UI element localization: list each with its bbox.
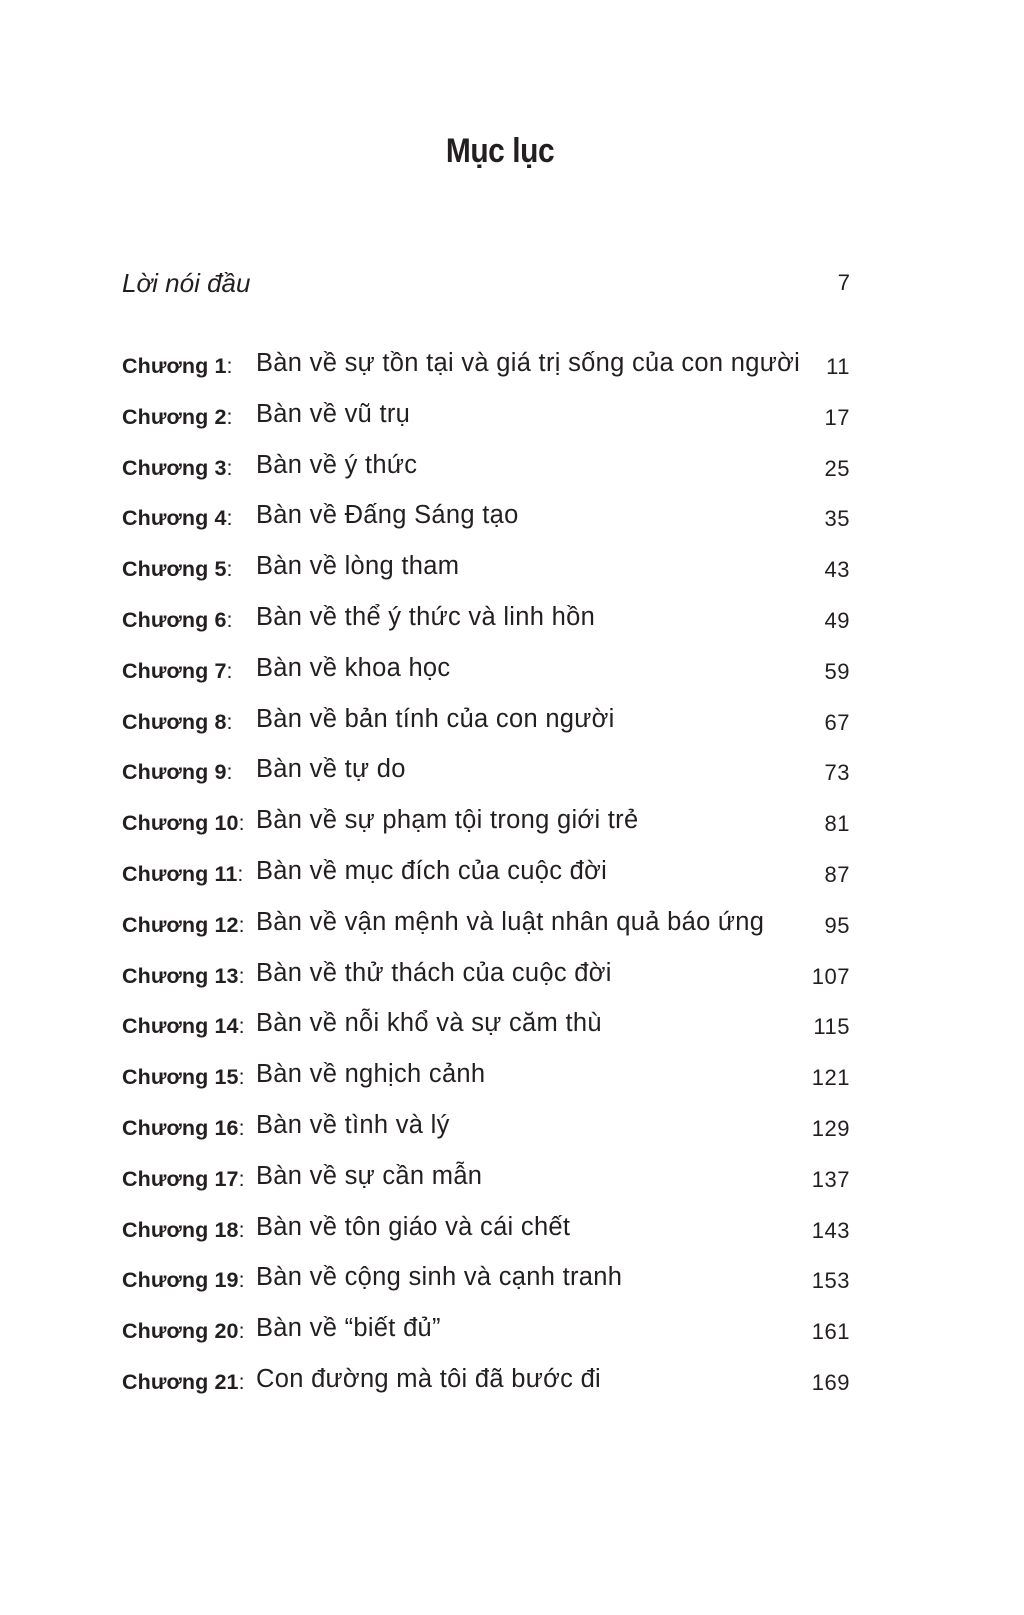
chapter-label bbox=[122, 913, 245, 938]
chapter-page-number: 161 bbox=[811, 1319, 850, 1345]
chapter-number: Chương 5 bbox=[122, 557, 227, 582]
chapter-number: Chương 1 bbox=[122, 354, 227, 378]
chapter-label bbox=[122, 405, 233, 430]
chapter-number: Chương 21 bbox=[122, 1369, 239, 1394]
chapter-label-colon: : bbox=[226, 354, 233, 378]
chapter-page-number: 95 bbox=[824, 912, 850, 938]
toc-entry-chapter[interactable] bbox=[122, 806, 850, 857]
chapter-number: Chương 13 bbox=[122, 963, 239, 988]
chapter-number: Chương 15 bbox=[122, 1065, 239, 1090]
chapter-page-number: 67 bbox=[824, 709, 850, 735]
toc-entry-chapter[interactable] bbox=[122, 349, 850, 400]
chapter-label-colon: : bbox=[226, 404, 233, 429]
chapter-number: Chương 17 bbox=[122, 1166, 239, 1191]
chapter-title: Bàn về nghịch cảnh bbox=[256, 1060, 486, 1089]
chapter-title: Bàn về lòng tham bbox=[256, 552, 460, 581]
chapter-label bbox=[122, 760, 233, 785]
chapter-page-number: 59 bbox=[824, 658, 850, 684]
toc-entry-chapter[interactable] bbox=[122, 1263, 850, 1314]
chapter-label bbox=[122, 557, 233, 582]
chapter-page-number: 153 bbox=[811, 1268, 850, 1294]
chapter-title: Bàn về vận mệnh và luật nhân quả báo ứng bbox=[256, 907, 765, 936]
chapter-label-colon: : bbox=[226, 760, 233, 785]
chapter-label bbox=[122, 862, 243, 887]
chapter-page-number: 43 bbox=[824, 557, 850, 583]
chapter-number: Chương 16 bbox=[122, 1115, 239, 1140]
toc-entry-chapter[interactable] bbox=[122, 755, 850, 806]
chapter-number: Chương 14 bbox=[122, 1014, 239, 1039]
chapter-label-colon: : bbox=[237, 861, 244, 886]
chapter-label bbox=[122, 964, 245, 989]
chapter-number: Chương 12 bbox=[122, 912, 239, 937]
chapter-label-colon: : bbox=[238, 912, 245, 937]
chapter-label bbox=[122, 1370, 245, 1395]
chapter-page-number: 169 bbox=[811, 1369, 850, 1395]
chapter-title: Bàn về nỗi khổ và sự căm thù bbox=[256, 1009, 602, 1038]
chapter-label bbox=[122, 506, 233, 531]
chapter-number: Chương 3 bbox=[122, 455, 227, 480]
chapter-number: Chương 10 bbox=[122, 811, 239, 836]
chapter-label-colon: : bbox=[238, 1217, 245, 1242]
chapter-page-number: 87 bbox=[824, 861, 850, 887]
preface-title: Lời nói đầu bbox=[122, 268, 251, 298]
chapter-label bbox=[122, 710, 233, 735]
chapter-title: Bàn về khoa học bbox=[256, 653, 451, 682]
chapter-title: Bàn về vũ trụ bbox=[256, 399, 411, 428]
chapter-number: Chương 4 bbox=[122, 506, 227, 531]
chapter-label-colon: : bbox=[238, 1319, 245, 1344]
chapter-title: Bàn về tôn giáo và cái chết bbox=[256, 1212, 571, 1241]
toc-entry-chapter[interactable] bbox=[122, 705, 850, 756]
chapter-page-number: 25 bbox=[824, 455, 850, 481]
chapter-label-colon: : bbox=[226, 506, 233, 531]
chapter-label-colon: : bbox=[226, 709, 233, 734]
chapter-label-colon: : bbox=[226, 658, 233, 683]
toc-entry-chapter[interactable] bbox=[122, 1162, 850, 1213]
toc-entry-chapter[interactable] bbox=[122, 857, 850, 908]
chapter-number: Chương 9 bbox=[122, 760, 227, 785]
chapter-label-colon: : bbox=[238, 1115, 245, 1140]
preface-page-number: 7 bbox=[837, 270, 850, 295]
chapter-label-colon: : bbox=[238, 1268, 245, 1293]
chapter-page-number: 81 bbox=[824, 811, 850, 837]
page-title: Mục lục bbox=[445, 132, 555, 170]
chapter-label-colon: : bbox=[238, 1166, 245, 1191]
chapter-label bbox=[122, 1014, 245, 1039]
toc-entry-chapter[interactable] bbox=[122, 603, 850, 654]
toc-entry-chapter[interactable] bbox=[122, 1314, 850, 1365]
chapter-page-number: 35 bbox=[824, 506, 850, 532]
chapter-title: Bàn về Đấng Sáng tạo bbox=[256, 501, 519, 530]
chapter-page-number: 115 bbox=[813, 1014, 850, 1040]
chapter-title: Bàn về “biết đủ” bbox=[256, 1314, 441, 1343]
chapter-page-number: 121 bbox=[811, 1065, 850, 1091]
chapter-label-colon: : bbox=[226, 557, 233, 582]
chapter-number: Chương 11 bbox=[122, 861, 238, 886]
toc-entry-chapter[interactable] bbox=[122, 654, 850, 705]
chapter-title: Bàn về sự phạm tội trong giới trẻ bbox=[256, 806, 639, 835]
chapter-number: Chương 20 bbox=[122, 1319, 239, 1344]
toc-entry-chapter[interactable] bbox=[122, 451, 850, 502]
toc-entry-chapter[interactable] bbox=[122, 1213, 850, 1264]
chapter-label-colon: : bbox=[238, 1065, 245, 1090]
chapter-number: Chương 7 bbox=[122, 658, 227, 683]
chapter-label bbox=[122, 1218, 245, 1243]
chapter-title: Bàn về sự cần mẫn bbox=[256, 1161, 483, 1190]
chapter-label bbox=[122, 1065, 245, 1090]
toc-entry-chapter[interactable] bbox=[122, 1009, 850, 1060]
chapter-number: Chương 2 bbox=[122, 404, 227, 429]
chapter-title: Con đường mà tôi đã bước đi bbox=[256, 1364, 602, 1393]
toc-entry-chapter[interactable] bbox=[122, 1060, 850, 1111]
toc-entry-chapter[interactable] bbox=[122, 552, 850, 603]
chapter-label bbox=[122, 1268, 245, 1293]
toc-entry-chapter[interactable] bbox=[122, 959, 850, 1010]
chapter-page-number: 11 bbox=[826, 354, 850, 379]
chapter-title: Bàn về thể ý thức và linh hồn bbox=[256, 602, 596, 631]
chapter-label bbox=[122, 811, 245, 836]
chapter-page-number: 49 bbox=[824, 607, 850, 633]
chapter-label-colon: : bbox=[238, 1369, 245, 1394]
toc-entry-chapter[interactable] bbox=[122, 400, 850, 451]
chapter-page-number: 137 bbox=[811, 1166, 850, 1192]
chapter-label bbox=[122, 659, 233, 684]
chapter-title: Bàn về bản tính của con người bbox=[256, 704, 615, 733]
chapter-title: Bàn về ý thức bbox=[256, 450, 418, 479]
toc-entry-chapter[interactable] bbox=[122, 501, 850, 552]
chapter-page-number: 129 bbox=[811, 1115, 850, 1141]
chapter-label bbox=[122, 1167, 245, 1192]
chapter-title: Bàn về sự tồn tại và giá trị sống của con người bbox=[256, 349, 801, 377]
chapter-page-number: 73 bbox=[824, 760, 850, 786]
toc-entry-chapter[interactable] bbox=[122, 908, 850, 959]
chapter-label bbox=[122, 1116, 245, 1141]
chapter-page-number: 17 bbox=[824, 404, 850, 430]
toc-entry-chapter[interactable] bbox=[122, 1365, 850, 1416]
chapter-page-number: 143 bbox=[811, 1217, 850, 1243]
chapter-title: Bàn về cộng sinh và cạnh tranh bbox=[256, 1263, 623, 1292]
chapter-label-colon: : bbox=[238, 1014, 245, 1039]
chapter-label-colon: : bbox=[238, 963, 245, 988]
chapter-number: Chương 18 bbox=[122, 1217, 239, 1242]
chapter-title: Bàn về mục đích của cuộc đời bbox=[256, 856, 608, 885]
chapter-label-colon: : bbox=[238, 811, 245, 836]
chapter-title: Bàn về thử thách của cuộc đời bbox=[256, 958, 612, 987]
toc-entry-preface[interactable] bbox=[122, 268, 850, 302]
chapter-title: Bàn về tự do bbox=[256, 755, 406, 784]
chapter-label-colon: : bbox=[226, 455, 233, 480]
chapter-number: Chương 6 bbox=[122, 607, 227, 632]
chapter-label bbox=[122, 608, 233, 633]
chapter-number: Chương 19 bbox=[122, 1268, 239, 1293]
chapter-page-number: 107 bbox=[811, 963, 850, 989]
chapter-label-colon: : bbox=[226, 607, 233, 632]
chapter-label bbox=[122, 456, 233, 481]
chapter-label bbox=[122, 1319, 245, 1344]
toc-entry-chapter[interactable] bbox=[122, 1111, 850, 1162]
table-of-contents bbox=[122, 349, 850, 1416]
chapter-number: Chương 8 bbox=[122, 709, 227, 734]
chapter-title: Bàn về tình và lý bbox=[256, 1110, 450, 1139]
chapter-label bbox=[122, 354, 233, 379]
